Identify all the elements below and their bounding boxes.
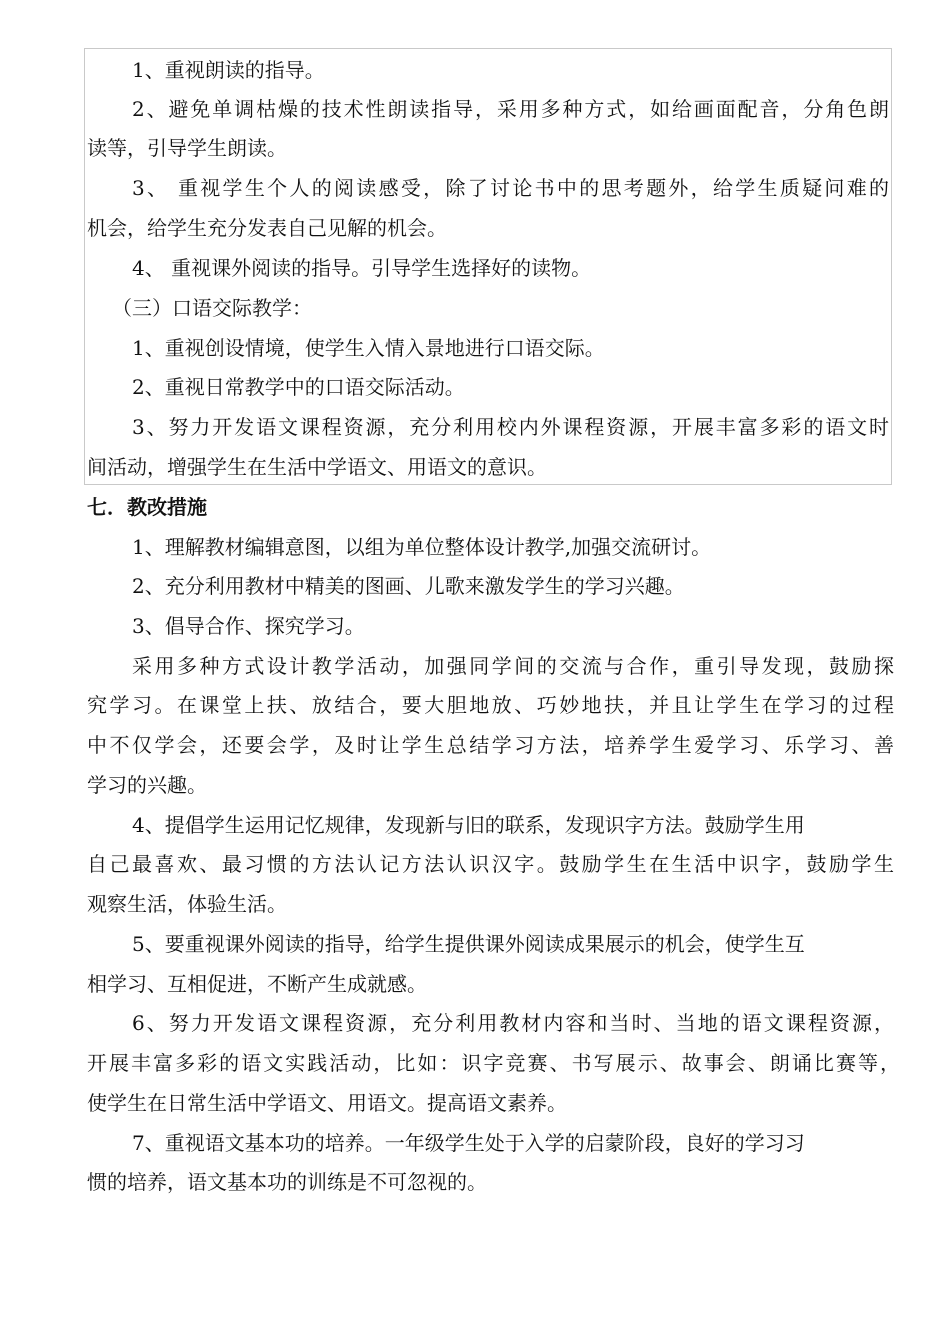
section-line-7: 学习的兴趣。 (87, 773, 207, 797)
section-line-11: 5、要重视课外阅读的指导，给学生提供课外阅读成果展示的机会，使学生互 (132, 932, 805, 956)
section-line-1: 1、理解教材编辑意图，以组为单位整体设计教学,加强交流研讨。 (132, 535, 712, 559)
section-heading: 七．教改措施 (87, 495, 207, 519)
section-line-9: 自己最喜欢、最习惯的方法认记方法认识汉字。鼓励学生在生活中识字，鼓励学生 (87, 852, 894, 876)
section-line-6: 中不仅学会，还要会学，及时让学生总结学习方法，培养学生爱学习、乐学习、善 (87, 733, 894, 757)
section-line-4: 采用多种方式设计教学活动，加强同学间的交流与合作，重引导发现，鼓励探 (132, 654, 894, 678)
box-line-11: 间活动，增强学生在生活中学语文、用语文的意识。 (87, 455, 547, 479)
box-line-8: 1、重视创设情境，使学生入情入景地进行口语交际。 (132, 336, 605, 360)
box-subheading: （三）口语交际教学： (112, 296, 312, 320)
box-line-5: 机会，给学生充分发表自己见解的机会。 (87, 216, 447, 240)
section-line-10: 观察生活，体验生活。 (87, 892, 287, 916)
section-line-3: 3、倡导合作、探究学习。 (132, 614, 365, 638)
box-line-3: 读等，引导学生朗读。 (87, 136, 287, 160)
section-line-17: 惯的培养，语文基本功的训练是不可忽视的。 (87, 1170, 487, 1194)
section-line-16: 7、重视语文基本功的培养。一年级学生处于入学的启蒙阶段，良好的学习习 (132, 1131, 805, 1155)
box-line-4: 3、 重视学生个人的阅读感受，除了讨论书中的思考题外，给学生质疑问难的 (132, 176, 889, 200)
section-line-15: 使学生在日常生活中学语文、用语文。提高语文素养。 (87, 1091, 567, 1115)
section-line-8: 4、提倡学生运用记忆规律，发现新与旧的联系，发现识字方法。鼓励学生用 (132, 813, 805, 837)
section-line-5: 究学习。在课堂上扶、放结合，要大胆地放、巧妙地扶，并且让学生在学习的过程 (87, 693, 894, 717)
section-line-2: 2、充分利用教材中精美的图画、儿歌来激发学生的学习兴趣。 (132, 574, 685, 598)
box-line-10: 3、努力开发语文课程资源，充分利用校内外课程资源，开展丰富多彩的语文时 (132, 415, 889, 439)
section-line-12: 相学习、互相促进，不断产生成就感。 (87, 972, 427, 996)
section-line-14: 开展丰富多彩的语文实践活动，比如：识字竞赛、书写展示、故事会、朗诵比赛等， (87, 1051, 900, 1075)
box-line-2: 2、避免单调枯燥的技术性朗读指导，采用多种方式，如给画面配音，分角色朗 (132, 97, 889, 121)
section-line-13: 6、努力开发语文课程资源，充分利用教材内容和当时、当地的语文课程资源， (132, 1011, 894, 1035)
box-line-1: 1、重视朗读的指导。 (132, 58, 325, 82)
box-line-6: 4、 重视课外阅读的指导。引导学生选择好的读物。 (132, 256, 592, 280)
box-line-9: 2、重视日常教学中的口语交际活动。 (132, 375, 465, 399)
